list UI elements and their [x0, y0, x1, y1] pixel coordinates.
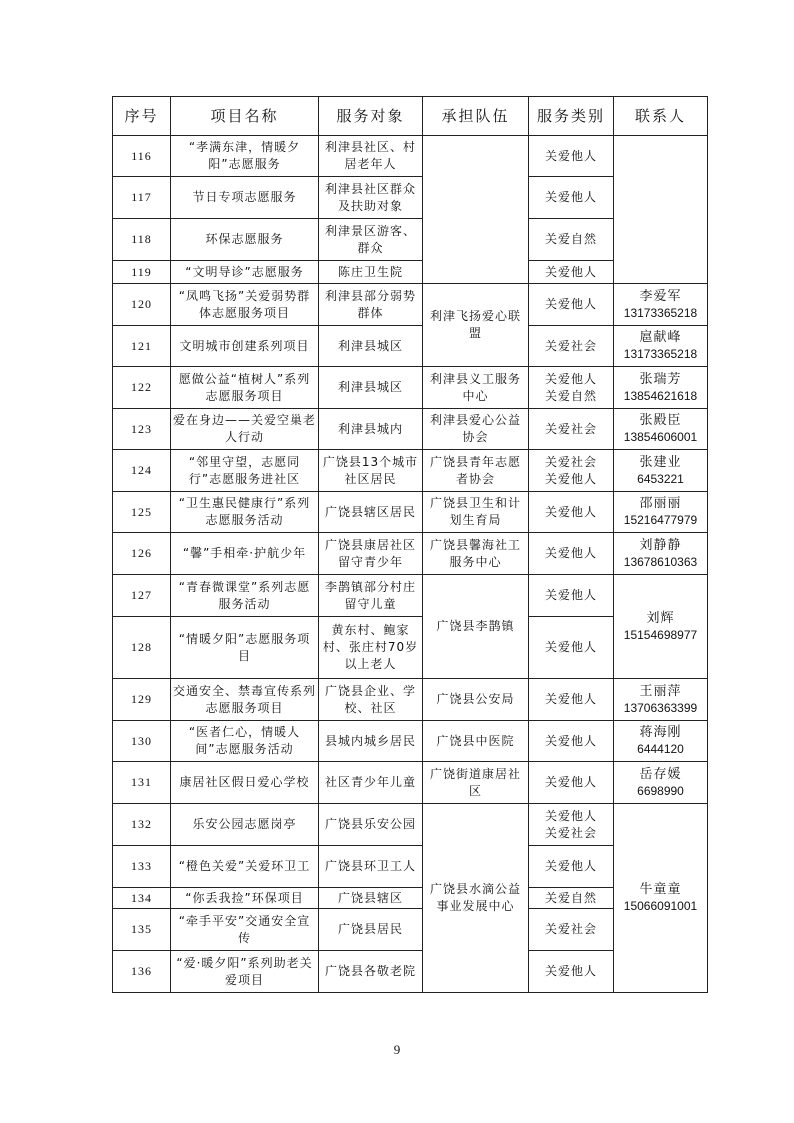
service-category: 关爱他人: [529, 951, 614, 993]
contact-name: 蒋海刚: [639, 725, 682, 740]
service-category: 关爱他人: [529, 721, 614, 762]
contact-cell-empty: [614, 136, 708, 284]
service-category: 关爱社会: [529, 409, 614, 450]
service-target: 利津县社区群众及扶助对象: [319, 177, 423, 219]
project-name: “橙色关爱”关爱环卫工: [171, 846, 319, 888]
project-name: “爱·暖夕阳”系列助老关爱项目: [171, 951, 319, 993]
service-category: 关爱他人: [529, 762, 614, 804]
team-cell-empty: [423, 136, 529, 284]
team-name: 广饶县李鹊镇: [423, 575, 529, 679]
contact-phone: 6453221: [637, 471, 684, 486]
page-number: 9: [393, 1042, 401, 1057]
table-row: [113, 533, 708, 575]
table-row: [113, 284, 708, 326]
service-category: 关爱他人: [529, 284, 614, 326]
service-category: 关爱他人: [529, 679, 614, 721]
service-target: 广饶县13个城市社区居民: [319, 450, 423, 492]
service-target: 广饶县乐安公园: [319, 804, 423, 846]
service-target: 利津县社区、村居老年人: [319, 136, 423, 177]
project-name: “情暖夕阳”志愿服务项目: [171, 617, 319, 679]
row-number: 123: [113, 409, 171, 450]
team-name: 利津飞扬爱心联盟: [423, 284, 529, 367]
contact-person: [614, 326, 708, 367]
service-target: 利津县城区: [319, 326, 423, 367]
contact-phone: 15216477979: [623, 513, 698, 527]
row-number: 135: [113, 909, 171, 951]
table-row: [113, 367, 708, 409]
service-category: 关爱社会: [529, 909, 614, 951]
service-category: 关爱他人 关爱社会: [529, 804, 614, 846]
contact-phone: 13854621618: [623, 388, 698, 403]
team-name: 利津县义工服务中心: [423, 367, 529, 409]
service-target: 广饶县康居社区留守青少年: [319, 533, 423, 575]
contact-person: [614, 762, 708, 804]
service-category: 关爱他人: [529, 575, 614, 617]
contact-phone: 15066091001: [623, 899, 698, 913]
contact-person: [614, 804, 708, 993]
row-number: 127: [113, 575, 171, 617]
contact-name: 张建业: [639, 454, 682, 470]
service-target: 县城内城乡居民: [319, 721, 423, 762]
contact-phone: 13678610363: [623, 554, 698, 569]
contact-phone: 13854606001: [623, 430, 698, 444]
service-target: 社区青少年儿童: [319, 762, 423, 804]
service-category: 关爱自然: [529, 219, 614, 261]
service-target: 黄东村、鲍家村、张庄村70岁以上老人: [319, 617, 423, 679]
project-name: “邻里守望，志愿同行”志愿服务进社区: [171, 450, 319, 492]
service-target: 广饶县辖区: [319, 888, 423, 909]
contact-phone: 15154698977: [623, 627, 698, 642]
contact-person: [614, 450, 708, 492]
contact-phone: 13706363399: [623, 700, 698, 715]
team-name: 广饶县公安局: [423, 679, 529, 721]
contact-phone: 6698990: [637, 783, 684, 798]
row-number: 136: [113, 951, 171, 993]
row-number: 119: [113, 261, 171, 284]
team-name: 广饶县青年志愿者协会: [423, 450, 529, 492]
project-name: “青春微课堂”系列志愿服务活动: [171, 575, 319, 617]
project-name: 乐安公园志愿岗亭: [171, 804, 319, 846]
project-name: 节日专项志愿服务: [171, 177, 319, 219]
table-row: [113, 575, 708, 617]
table-row: [113, 450, 708, 492]
project-name: “你丢我捡”环保项目: [171, 888, 319, 909]
table-row: [113, 679, 708, 721]
table-row: [113, 136, 708, 177]
contact-person: [614, 409, 708, 450]
team-name: 广饶县卫生和计划生育局: [423, 492, 529, 533]
row-number: 124: [113, 450, 171, 492]
header-number: 序号: [113, 97, 171, 136]
row-number: 126: [113, 533, 171, 575]
service-target: 广饶县居民: [319, 909, 423, 951]
contact-name: 刘静静: [639, 537, 682, 553]
service-target: 广饶县各敬老院: [319, 951, 423, 993]
team-name: 广饶街道康居社区: [423, 762, 529, 804]
header-team: 承担队伍: [423, 97, 529, 136]
project-name: 环保志愿服务: [171, 219, 319, 261]
row-number: 122: [113, 367, 171, 409]
contact-person: [614, 575, 708, 679]
service-target: 利津县城内: [319, 409, 423, 450]
service-target: 广饶县企业、学校、社区: [319, 679, 423, 721]
project-name: “文明导诊”志愿服务: [171, 261, 319, 284]
contact-phone: 13173365218: [623, 347, 698, 361]
header-category: 服务类别: [529, 97, 614, 136]
service-category: 关爱社会 关爱他人: [529, 450, 614, 492]
table-row: [113, 804, 708, 846]
contact-name: 王丽萍: [639, 683, 682, 699]
contact-phone: 13173365218: [623, 305, 698, 320]
project-name: 康居社区假日爱心学校: [171, 762, 319, 804]
contact-name: 岳存媛: [639, 766, 682, 782]
project-name: 交通安全、禁毒宣传系列志愿服务项目: [171, 679, 319, 721]
service-category: 关爱他人: [529, 177, 614, 219]
service-target: 广饶县环卫工人: [319, 846, 423, 888]
table-row: [113, 721, 708, 762]
contact-person: [614, 284, 708, 326]
contact-person: [614, 679, 708, 721]
project-name: “牵手平安”交通安全宣传: [171, 909, 319, 951]
volunteer-projects-table: [112, 96, 708, 993]
row-number: 116: [113, 136, 171, 177]
project-name: “医者仁心，情暖人间”志愿服务活动: [171, 721, 319, 762]
project-name: 愿做公益“植树人”系列志愿服务项目: [171, 367, 319, 409]
service-category: 关爱他人: [529, 136, 614, 177]
service-target: 利津景区游客、群众: [319, 219, 423, 261]
service-target: 利津县城区: [319, 367, 423, 409]
contact-person: [614, 492, 708, 533]
row-number: 129: [113, 679, 171, 721]
row-number: 118: [113, 219, 171, 261]
service-category: 关爱自然: [529, 888, 614, 909]
team-name: 广饶县水滴公益事业发展中心: [423, 804, 529, 993]
row-number: 125: [113, 492, 171, 533]
row-number: 120: [113, 284, 171, 326]
project-name: “孝满东津，情暖夕阳”志愿服务: [171, 136, 319, 177]
row-number: 121: [113, 326, 171, 367]
table-row: [113, 762, 708, 804]
contact-phone: 6444120: [637, 742, 684, 756]
contact-name: 扈献峰: [639, 330, 682, 345]
service-category: 关爱他人: [529, 617, 614, 679]
team-name: 广饶县馨海社工服务中心: [423, 533, 529, 575]
team-name: 广饶县中医院: [423, 721, 529, 762]
contact-name: 邵丽丽: [639, 496, 682, 511]
contact-person: [614, 533, 708, 575]
contact-name: 牛童童: [639, 882, 682, 897]
contact-person: [614, 367, 708, 409]
service-target: 陈庄卫生院: [319, 261, 423, 284]
header-row: [113, 97, 708, 136]
table-row: [113, 492, 708, 533]
service-target: 广饶县辖区居民: [319, 492, 423, 533]
table-row: [113, 409, 708, 450]
row-number: 130: [113, 721, 171, 762]
service-category: 关爱他人: [529, 261, 614, 284]
row-number: 128: [113, 617, 171, 679]
service-category: 关爱他人: [529, 492, 614, 533]
service-category: 关爱社会: [529, 326, 614, 367]
row-number: 131: [113, 762, 171, 804]
service-category: 关爱他人: [529, 846, 614, 888]
row-number: 133: [113, 846, 171, 888]
service-category: 关爱他人: [529, 533, 614, 575]
service-target: 利津县部分弱势群体: [319, 284, 423, 326]
service-target: 李鹊镇部分村庄留守儿童: [319, 575, 423, 617]
row-number: 132: [113, 804, 171, 846]
row-number: 134: [113, 888, 171, 909]
contact-person: [614, 721, 708, 762]
table-row: [113, 326, 708, 367]
header-service-target: 服务对象: [319, 97, 423, 136]
contact-name: 刘辉: [646, 610, 675, 626]
project-name: 爱在身边——关爱空巢老人行动: [171, 409, 319, 450]
contact-name: 李爱军: [639, 288, 682, 304]
header-project-name: 项目名称: [171, 97, 319, 136]
project-name: 文明城市创建系列项目: [171, 326, 319, 367]
project-name: “卫生惠民健康行”系列志愿服务活动: [171, 492, 319, 533]
team-name: 利津县爱心公益协会: [423, 409, 529, 450]
service-category: 关爱他人 关爱自然: [529, 367, 614, 409]
project-name: “馨”手相牵·护航少年: [171, 533, 319, 575]
contact-name: 张殿臣: [639, 413, 682, 428]
header-contact: 联系人: [614, 97, 708, 136]
project-name: “凤鸣飞扬”关爱弱势群体志愿服务项目: [171, 284, 319, 326]
row-number: 117: [113, 177, 171, 219]
contact-name: 张瑞芳: [639, 371, 682, 387]
